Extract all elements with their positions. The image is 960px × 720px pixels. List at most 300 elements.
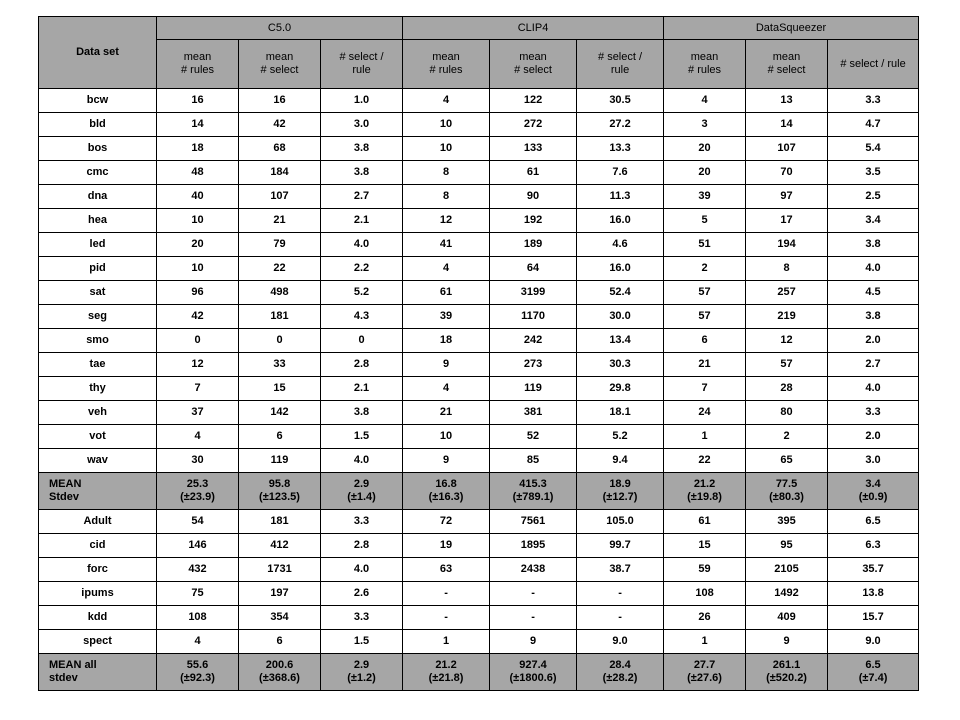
value-cell: 133 — [490, 137, 577, 161]
value-cell: - — [577, 582, 664, 606]
stat-mean: 927.4 — [519, 659, 547, 671]
table-row — [39, 582, 919, 606]
value-cell: 10 — [403, 425, 490, 449]
dataset-name-cell: dna — [39, 185, 157, 209]
value-cell: 2.7 — [321, 185, 403, 209]
value-cell: 146 — [157, 534, 239, 558]
subheader-cell — [239, 40, 321, 89]
value-cell: 15 — [664, 534, 746, 558]
stat-stdev: (±1.2) — [347, 672, 376, 684]
value-cell: 189 — [490, 233, 577, 257]
dataset-name-cell: cid — [39, 534, 157, 558]
stat-mean: 3.4 — [865, 478, 881, 490]
stat-value-cell — [577, 654, 664, 691]
value-cell: 5 — [664, 209, 746, 233]
dataset-name-cell: hea — [39, 209, 157, 233]
stat-mean: 415.3 — [519, 478, 547, 490]
table-row — [39, 89, 919, 113]
group-header-clip4: CLIP4 — [403, 17, 664, 40]
value-cell: 2.1 — [321, 377, 403, 401]
value-cell: 8 — [403, 161, 490, 185]
stat-stdev: (±80.3) — [769, 491, 804, 503]
value-cell: 57 — [664, 281, 746, 305]
dataset-name-cell: sat — [39, 281, 157, 305]
value-cell: 42 — [157, 305, 239, 329]
stat-value-cell — [239, 654, 321, 691]
value-cell: 48 — [157, 161, 239, 185]
value-cell: 6.5 — [828, 510, 919, 534]
value-cell: 273 — [490, 353, 577, 377]
stat-label-line: stdev — [49, 672, 78, 684]
value-cell: 1895 — [490, 534, 577, 558]
value-cell: 194 — [746, 233, 828, 257]
value-cell: 27.2 — [577, 113, 664, 137]
subheader-cell — [157, 40, 239, 89]
value-cell: 4.0 — [321, 558, 403, 582]
value-cell: 119 — [490, 377, 577, 401]
value-cell: 20 — [664, 161, 746, 185]
value-cell: 30.0 — [577, 305, 664, 329]
stat-stdev: (±12.7) — [602, 491, 638, 503]
stat-mean: 21.2 — [435, 659, 457, 671]
dataset-name-cell: led — [39, 233, 157, 257]
value-cell: 7561 — [490, 510, 577, 534]
stat-label-cell — [39, 654, 157, 691]
value-cell: 9.0 — [828, 630, 919, 654]
subheader-cell — [664, 40, 746, 89]
subheader-line: mean — [183, 51, 212, 63]
subheader-line: mean — [432, 51, 460, 63]
table-row — [39, 558, 919, 582]
subheader-line: # rules — [180, 64, 215, 76]
value-cell: 4 — [664, 89, 746, 113]
value-cell: 24 — [664, 401, 746, 425]
stat-mean: 77.5 — [775, 478, 798, 490]
stat-mean: 6.5 — [865, 659, 881, 671]
dataset-name-cell: smo — [39, 329, 157, 353]
stat-stdev: (±0.9) — [858, 491, 888, 503]
table-row — [39, 630, 919, 654]
table-row — [39, 329, 919, 353]
value-cell: 18 — [403, 329, 490, 353]
value-cell: 1 — [664, 630, 746, 654]
value-cell: 1.5 — [321, 425, 403, 449]
stat-value-cell — [490, 654, 577, 691]
value-cell: 4 — [403, 89, 490, 113]
value-cell: 10 — [157, 209, 239, 233]
subheader-line: # select / — [598, 51, 643, 63]
value-cell: - — [403, 582, 490, 606]
value-cell: 5.2 — [577, 425, 664, 449]
value-cell: 4 — [157, 630, 239, 654]
stat-label-line: MEAN all — [49, 659, 97, 671]
value-cell: 3.3 — [321, 510, 403, 534]
value-cell: 61 — [403, 281, 490, 305]
value-cell: 2.8 — [321, 353, 403, 377]
value-cell: 122 — [490, 89, 577, 113]
table-row — [39, 185, 919, 209]
subheader-cell — [403, 40, 490, 89]
stat-label-line: Stdev — [49, 491, 79, 503]
value-cell: 432 — [157, 558, 239, 582]
value-cell: 13.3 — [577, 137, 664, 161]
value-cell: 13.8 — [828, 582, 919, 606]
subheader-cell — [746, 40, 828, 89]
stat-mean: 2.9 — [353, 659, 370, 671]
stat-value-cell — [490, 473, 577, 510]
stat-value-cell — [403, 473, 490, 510]
value-cell: 108 — [664, 582, 746, 606]
value-cell: 21 — [403, 401, 490, 425]
value-cell: 184 — [239, 161, 321, 185]
stat-stdev: (±7.4) — [858, 672, 888, 684]
value-cell: 10 — [403, 113, 490, 137]
value-cell: 18 — [157, 137, 239, 161]
table-row — [39, 209, 919, 233]
table-row — [39, 233, 919, 257]
value-cell: 4.5 — [828, 281, 919, 305]
value-cell: 498 — [239, 281, 321, 305]
value-cell: 95 — [746, 534, 828, 558]
value-cell: 9 — [746, 630, 828, 654]
value-cell: 3.8 — [321, 401, 403, 425]
stat-mean: 2.9 — [353, 478, 370, 490]
value-cell: 2 — [664, 257, 746, 281]
subheader-cell — [577, 40, 664, 89]
value-cell: 3.8 — [321, 161, 403, 185]
value-cell: 22 — [239, 257, 321, 281]
value-cell: 97 — [746, 185, 828, 209]
stat-value-cell — [746, 473, 828, 510]
value-cell: 2.2 — [321, 257, 403, 281]
value-cell: 3.3 — [828, 401, 919, 425]
value-cell: 5.4 — [828, 137, 919, 161]
table-row — [39, 137, 919, 161]
stat-value-cell — [828, 654, 919, 691]
stat-stdev: (±28.2) — [602, 672, 638, 684]
table-row — [39, 401, 919, 425]
value-cell: 15.7 — [828, 606, 919, 630]
subheader-line: mean — [690, 51, 719, 63]
value-cell: 412 — [239, 534, 321, 558]
value-cell: 3.4 — [828, 209, 919, 233]
value-cell: 52.4 — [577, 281, 664, 305]
stat-mean: 18.9 — [609, 478, 631, 490]
subheader-line: # select / rule — [840, 57, 906, 70]
value-cell: 3.8 — [828, 305, 919, 329]
value-cell: - — [403, 606, 490, 630]
value-cell: 9 — [403, 449, 490, 473]
value-cell: 29.8 — [577, 377, 664, 401]
value-cell: 1.0 — [321, 89, 403, 113]
value-cell: 3.3 — [321, 606, 403, 630]
value-cell: 1.5 — [321, 630, 403, 654]
value-cell: 68 — [239, 137, 321, 161]
value-cell: 1492 — [746, 582, 828, 606]
value-cell: 52 — [490, 425, 577, 449]
value-cell: 0 — [157, 329, 239, 353]
dataset-name-cell: bld — [39, 113, 157, 137]
value-cell: 3.8 — [828, 233, 919, 257]
table-row — [39, 606, 919, 630]
stat-value-cell — [577, 473, 664, 510]
value-cell: 54 — [157, 510, 239, 534]
subheader-line: mean — [265, 51, 294, 63]
subheader-line: # select / — [339, 51, 384, 63]
value-cell: 39 — [403, 305, 490, 329]
stat-value-cell — [239, 473, 321, 510]
table-row — [39, 449, 919, 473]
value-cell: 257 — [746, 281, 828, 305]
stat-stdev: (±123.5) — [259, 491, 300, 503]
value-cell: 192 — [490, 209, 577, 233]
value-cell: 7 — [664, 377, 746, 401]
stat-stdev: (±520.2) — [766, 672, 807, 684]
value-cell: 51 — [664, 233, 746, 257]
table-row — [39, 534, 919, 558]
value-cell: 16.0 — [577, 209, 664, 233]
value-cell: 0 — [321, 329, 403, 353]
stat-mean: 261.1 — [772, 659, 801, 671]
table-row — [39, 377, 919, 401]
value-cell: 2.0 — [828, 425, 919, 449]
value-cell: 395 — [746, 510, 828, 534]
stat-stdev: (±789.1) — [512, 491, 554, 503]
stat-mean: 21.2 — [693, 478, 716, 490]
value-cell: 90 — [490, 185, 577, 209]
dataset-name-cell: thy — [39, 377, 157, 401]
value-cell: 1731 — [239, 558, 321, 582]
table-row — [39, 161, 919, 185]
value-cell: 1 — [664, 425, 746, 449]
value-cell: 9 — [490, 630, 577, 654]
value-cell: 119 — [239, 449, 321, 473]
value-cell: 6 — [664, 329, 746, 353]
value-cell: 3.0 — [321, 113, 403, 137]
table-row — [39, 257, 919, 281]
dataset-name-cell: bcw — [39, 89, 157, 113]
value-cell: 30.5 — [577, 89, 664, 113]
value-cell: 3.0 — [828, 449, 919, 473]
stat-value-cell — [403, 654, 490, 691]
value-cell: 3.3 — [828, 89, 919, 113]
value-cell: 40 — [157, 185, 239, 209]
subheader-line: mean — [519, 51, 547, 63]
subheader-cell — [490, 40, 577, 89]
value-cell: 19 — [403, 534, 490, 558]
dataset-name-cell: seg — [39, 305, 157, 329]
value-cell: 2.6 — [321, 582, 403, 606]
value-cell: 2438 — [490, 558, 577, 582]
subheader-line: # rules — [688, 64, 722, 76]
value-cell: 10 — [157, 257, 239, 281]
table-row — [39, 281, 919, 305]
value-cell: 4.0 — [828, 257, 919, 281]
value-cell: 59 — [664, 558, 746, 582]
stat-value-cell — [157, 654, 239, 691]
value-cell: 409 — [746, 606, 828, 630]
value-cell: 2.7 — [828, 353, 919, 377]
value-cell: 30 — [157, 449, 239, 473]
stat-label-cell — [39, 473, 157, 510]
value-cell: 12 — [403, 209, 490, 233]
value-cell: 28 — [746, 377, 828, 401]
stat-value-cell — [664, 473, 746, 510]
value-cell: 20 — [664, 137, 746, 161]
value-cell: 1170 — [490, 305, 577, 329]
dataset-name-cell: bos — [39, 137, 157, 161]
value-cell: 2 — [746, 425, 828, 449]
value-cell: 3199 — [490, 281, 577, 305]
stat-mean: 55.6 — [186, 659, 209, 671]
value-cell: 0 — [239, 329, 321, 353]
dataset-name-cell: Adult — [39, 510, 157, 534]
value-cell: 108 — [157, 606, 239, 630]
value-cell: 96 — [157, 281, 239, 305]
dataset-name-cell: wav — [39, 449, 157, 473]
dataset-name-cell: ipums — [39, 582, 157, 606]
stat-stdev: (±21.8) — [428, 672, 464, 684]
value-cell: 22 — [664, 449, 746, 473]
value-cell: 11.3 — [577, 185, 664, 209]
stat-value-cell — [746, 654, 828, 691]
subheader-line: rule — [610, 64, 630, 76]
table-row — [39, 353, 919, 377]
subheader-cell — [828, 40, 919, 89]
stat-label-line: MEAN — [49, 478, 82, 490]
value-cell: 6 — [239, 425, 321, 449]
mean-all-stdev-row — [39, 654, 919, 691]
value-cell: 80 — [746, 401, 828, 425]
value-cell: 26 — [664, 606, 746, 630]
value-cell: 272 — [490, 113, 577, 137]
value-cell: 17 — [746, 209, 828, 233]
value-cell: 18.1 — [577, 401, 664, 425]
value-cell: 14 — [157, 113, 239, 137]
value-cell: 72 — [403, 510, 490, 534]
value-cell: 142 — [239, 401, 321, 425]
value-cell: 2105 — [746, 558, 828, 582]
value-cell: 21 — [239, 209, 321, 233]
value-cell: 381 — [490, 401, 577, 425]
subheader-line: # select — [514, 64, 552, 76]
value-cell: 4.6 — [577, 233, 664, 257]
value-cell: 75 — [157, 582, 239, 606]
stat-mean: 200.6 — [265, 659, 294, 671]
value-cell: 12 — [157, 353, 239, 377]
subheader-line: mean — [772, 51, 801, 63]
stat-stdev: (±23.9) — [180, 491, 215, 503]
value-cell: 8 — [403, 185, 490, 209]
stat-stdev: (±1800.6) — [509, 672, 557, 684]
value-cell: 354 — [239, 606, 321, 630]
subheader-line: # select — [260, 64, 299, 76]
mean-stdev-row — [39, 473, 919, 510]
value-cell: 99.7 — [577, 534, 664, 558]
value-cell: 181 — [239, 305, 321, 329]
value-cell: 107 — [746, 137, 828, 161]
value-cell: 5.2 — [321, 281, 403, 305]
value-cell: 33 — [239, 353, 321, 377]
stat-stdev: (±92.3) — [180, 672, 215, 684]
value-cell: 7 — [157, 377, 239, 401]
value-cell: 2.5 — [828, 185, 919, 209]
value-cell: 2.0 — [828, 329, 919, 353]
dataset-name-cell: pid — [39, 257, 157, 281]
value-cell: 4.0 — [321, 449, 403, 473]
subheader-line: # select — [767, 64, 806, 76]
value-cell: 16 — [239, 89, 321, 113]
value-cell: - — [490, 582, 577, 606]
value-cell: 61 — [490, 161, 577, 185]
dataset-name-cell: tae — [39, 353, 157, 377]
results-table — [38, 16, 919, 691]
value-cell: 7.6 — [577, 161, 664, 185]
stat-mean: 16.8 — [435, 478, 457, 490]
value-cell: 3.8 — [321, 137, 403, 161]
value-cell: 21 — [664, 353, 746, 377]
value-cell: 4 — [403, 257, 490, 281]
subheader-line: rule — [352, 64, 371, 76]
value-cell: 35.7 — [828, 558, 919, 582]
dataset-name-cell: vot — [39, 425, 157, 449]
stat-mean: 28.4 — [609, 659, 631, 671]
value-cell: 8 — [746, 257, 828, 281]
value-cell: 38.7 — [577, 558, 664, 582]
value-cell: 3.5 — [828, 161, 919, 185]
value-cell: 14 — [746, 113, 828, 137]
subheader-cell — [321, 40, 403, 89]
dataset-name-cell: kdd — [39, 606, 157, 630]
value-cell: 9.4 — [577, 449, 664, 473]
value-cell: 61 — [664, 510, 746, 534]
value-cell: 64 — [490, 257, 577, 281]
table-row — [39, 113, 919, 137]
value-cell: 63 — [403, 558, 490, 582]
stat-stdev: (±27.6) — [687, 672, 722, 684]
value-cell: 105.0 — [577, 510, 664, 534]
value-cell: 6.3 — [828, 534, 919, 558]
value-cell: 16 — [157, 89, 239, 113]
stat-mean: 27.7 — [693, 659, 716, 671]
value-cell: - — [577, 606, 664, 630]
value-cell: 57 — [664, 305, 746, 329]
value-cell: 39 — [664, 185, 746, 209]
value-cell: 85 — [490, 449, 577, 473]
value-cell: 197 — [239, 582, 321, 606]
value-cell: 10 — [403, 137, 490, 161]
value-cell: 242 — [490, 329, 577, 353]
value-cell: 37 — [157, 401, 239, 425]
value-cell: 2.1 — [321, 209, 403, 233]
table-row — [39, 425, 919, 449]
stat-stdev: (±1.4) — [347, 491, 376, 503]
value-cell: 4 — [157, 425, 239, 449]
value-cell: 12 — [746, 329, 828, 353]
value-cell: 2.8 — [321, 534, 403, 558]
stat-stdev: (±16.3) — [428, 491, 464, 503]
value-cell: 42 — [239, 113, 321, 137]
value-cell: 13.4 — [577, 329, 664, 353]
stat-stdev: (±19.8) — [687, 491, 722, 503]
value-cell: 4.0 — [828, 377, 919, 401]
dataset-name-cell: cmc — [39, 161, 157, 185]
value-cell: 9 — [403, 353, 490, 377]
group-header-datasqueezer: DataSqueezer — [664, 17, 919, 40]
value-cell: 4.3 — [321, 305, 403, 329]
value-cell: 41 — [403, 233, 490, 257]
dataset-name-cell: veh — [39, 401, 157, 425]
